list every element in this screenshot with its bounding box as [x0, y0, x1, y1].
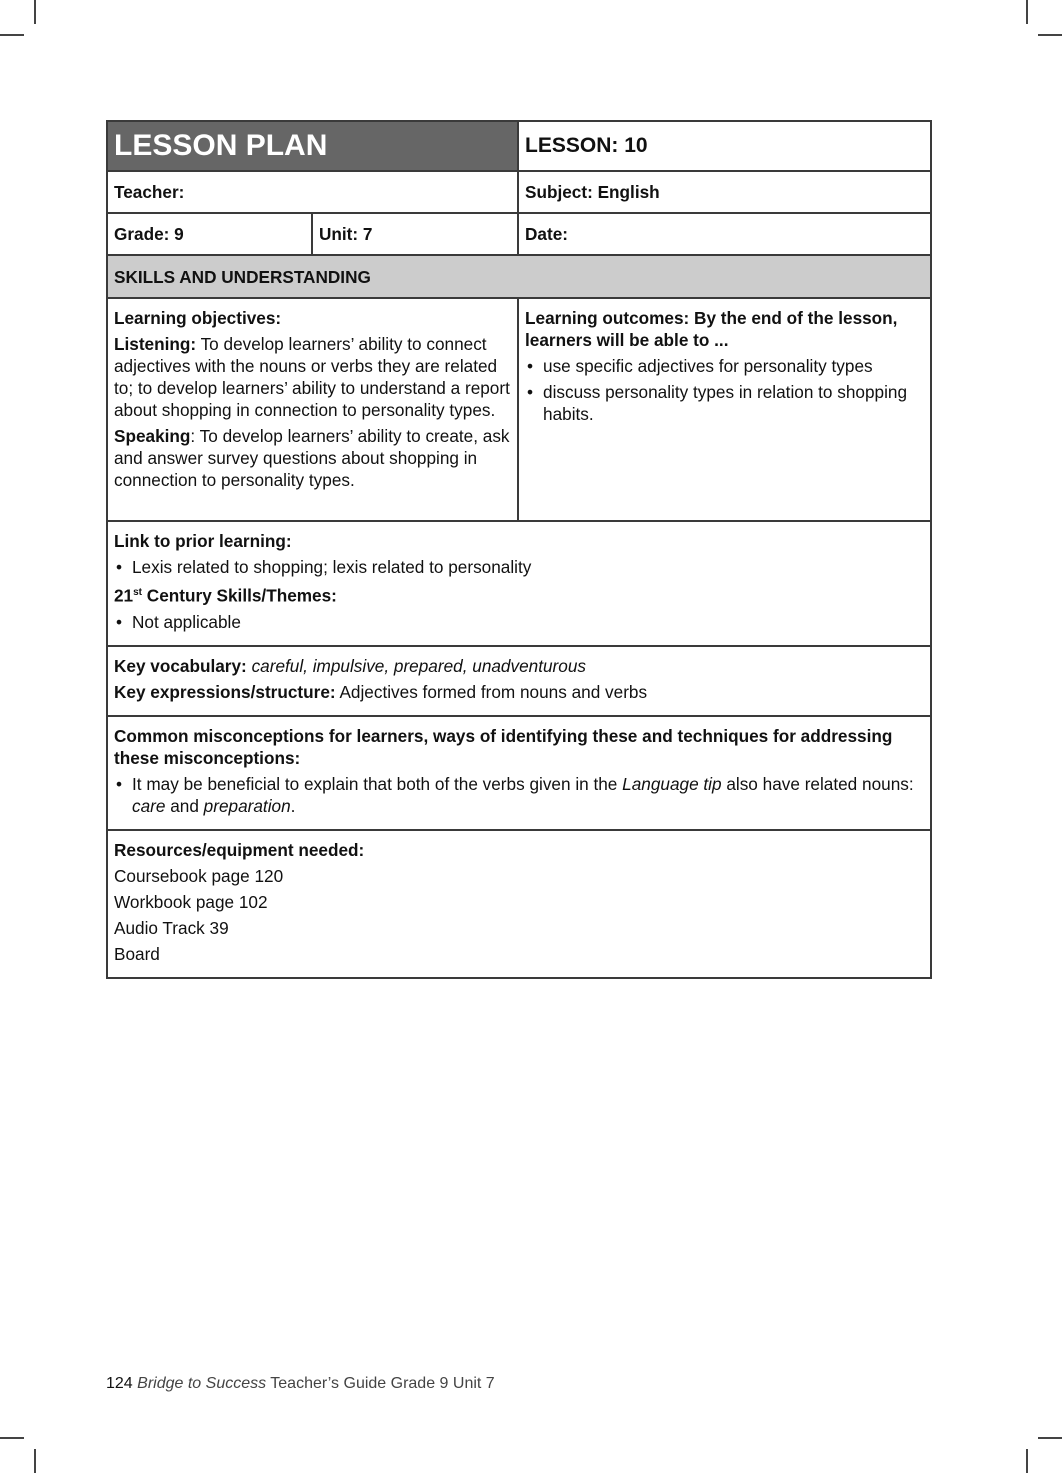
listening-objective — [114, 333, 511, 421]
list-item: • Not applicable — [114, 611, 924, 633]
learning-objectives-cell — [107, 298, 518, 521]
page-number: 124 — [106, 1375, 133, 1392]
crop-mark-top-left-horizontal — [0, 34, 24, 36]
key-expressions-text: Adjectives formed from nouns and verbs — [339, 681, 648, 702]
crop-mark-bottom-left-horizontal — [0, 1437, 24, 1439]
key-expressions — [114, 681, 924, 703]
text-run: and — [165, 795, 204, 816]
text-run: It may be beneficial to explain that both of the verbs given in the — [132, 773, 623, 794]
list-item: • Lexis related to shopping; lexis related to personality — [114, 556, 924, 578]
speaking-text: : To develop learners’ ability to create, ask and answer survey questions about shopping in connection to personality types. — [114, 426, 510, 490]
lesson-plan-table — [106, 120, 932, 979]
language-tip-ref: Language tip — [622, 773, 722, 794]
speaking-label: Speaking — [114, 426, 191, 446]
listening-label: Listening: — [114, 334, 197, 354]
list-item: • discuss personality types in relation to shopping habits. — [525, 381, 924, 425]
key-vocabulary — [114, 655, 924, 677]
book-title: Bridge to Success — [137, 1375, 267, 1392]
century-suffix: st — [133, 587, 143, 598]
learning-objectives-heading: Learning objectives: — [114, 308, 282, 328]
resource-item: Coursebook page 120 — [114, 865, 284, 886]
grade-field: Grade: 9 — [107, 213, 312, 255]
century-skills-list — [114, 611, 924, 633]
century-skills-heading — [114, 582, 924, 607]
key-vocabulary-text: careful, impulsive, prepared, unadventurous — [251, 655, 586, 676]
misconceptions-heading: Common misconceptions for learners, ways of identifying these and techniques for addressing these misconceptions: — [114, 725, 893, 768]
crop-mark-bottom-right-horizontal — [1038, 1437, 1062, 1439]
key-vocabulary-label: Key vocabulary: — [114, 655, 247, 676]
learning-outcomes-heading: Learning outcomes: By the end of the lesson, learners will be able to ... — [525, 308, 898, 350]
crop-mark-top-left-vertical — [34, 0, 36, 24]
unit-field: Unit: 7 — [312, 213, 518, 255]
century-number: 21 — [114, 585, 134, 606]
text-run: also have related nouns: — [721, 773, 914, 794]
prior-learning-heading: Link to prior learning: — [114, 531, 292, 551]
crop-mark-bottom-right-vertical — [1026, 1449, 1028, 1473]
prior-learning-cell — [107, 521, 931, 646]
resources-heading: Resources/equipment needed: — [114, 839, 365, 860]
list-item: • use specific adjectives for personality types — [525, 355, 924, 377]
resource-item: Board — [114, 943, 160, 964]
resources-cell — [107, 830, 931, 978]
misconceptions-cell — [107, 716, 931, 830]
resource-item: Audio Track 39 — [114, 917, 229, 938]
date-field: Date: — [518, 213, 931, 255]
crop-mark-top-right-vertical — [1026, 0, 1028, 24]
crop-mark-top-right-horizontal — [1038, 34, 1062, 36]
subject-field: Subject: English — [518, 171, 931, 213]
skills-section-heading: SKILLS AND UNDERSTANDING — [107, 255, 931, 298]
page-footer — [106, 1375, 495, 1393]
vocabulary-cell — [107, 646, 931, 716]
text-run: . — [290, 795, 296, 816]
lesson-number: LESSON: 10 — [518, 121, 931, 171]
misconceptions-list — [114, 773, 924, 817]
resource-item: Workbook page 102 — [114, 891, 268, 912]
speaking-objective — [114, 425, 511, 491]
listening-text: To develop learners’ ability to connect adjectives with the nouns or verbs they are related to; to develop learners’ ability to understand a report about shopping in connection to personality types. — [114, 334, 510, 420]
footer-text: Teacher’s Guide Grade 9 Unit 7 — [266, 1375, 495, 1392]
century-heading-text: Century Skills/Themes: — [142, 585, 337, 606]
noun-preparation: preparation — [203, 795, 291, 816]
lesson-plan-title: LESSON PLAN — [107, 121, 518, 171]
crop-mark-bottom-left-vertical — [34, 1449, 36, 1473]
noun-care: care — [132, 795, 166, 816]
teacher-field: Teacher: — [107, 171, 518, 213]
learning-outcomes-cell — [518, 298, 931, 521]
learning-outcomes-list — [525, 355, 924, 425]
list-item — [114, 773, 924, 817]
key-expressions-label: Key expressions/structure: — [114, 681, 336, 702]
prior-learning-list — [114, 556, 924, 578]
